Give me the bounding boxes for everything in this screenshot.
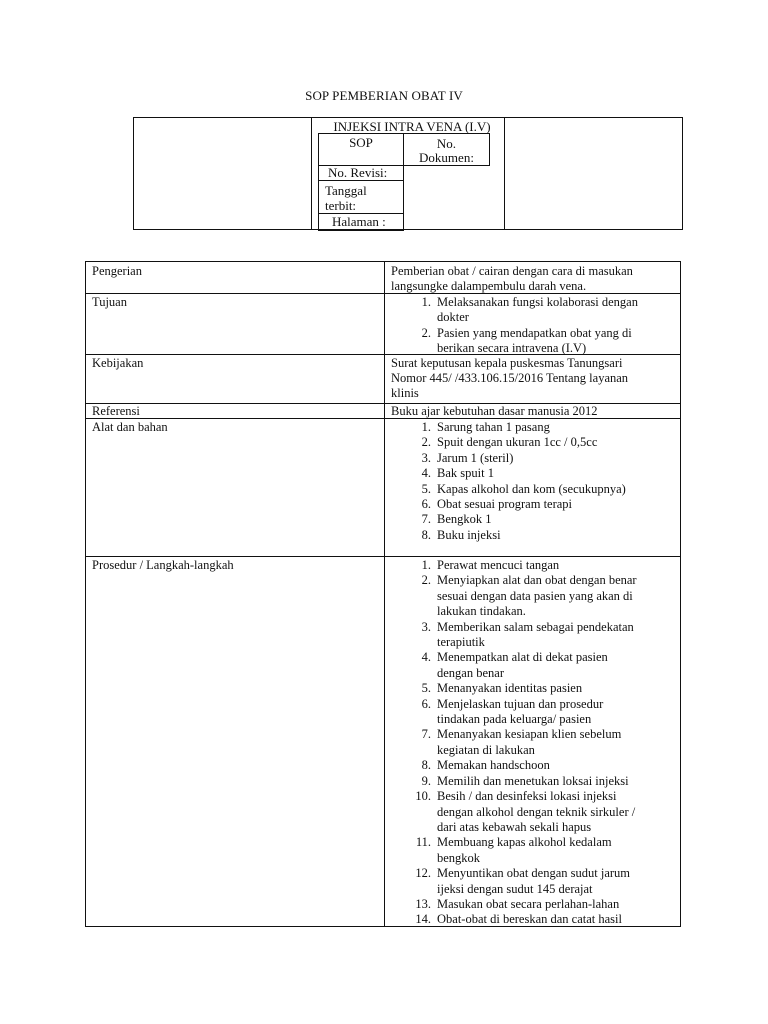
list-item-text: Menanyakan kesiapan klien sebelum [437, 727, 622, 742]
list-item-number: 5. [421, 481, 431, 496]
list-item [391, 620, 675, 651]
list-item-text: dengan alkohol dengan teknik sirkuler / [437, 804, 636, 819]
list-item-number: 8. [421, 758, 431, 773]
list-item-number: 8. [421, 527, 431, 542]
list-item-number: 12. [415, 866, 431, 881]
list-item-number: 11. [415, 835, 431, 850]
label-alat: Alat dan bahan [92, 420, 168, 434]
list-item-number: 14. [415, 912, 431, 927]
list-item-text: Menanyakan identitas pasien [437, 681, 583, 696]
doc-number-label-1: No. [436, 136, 457, 151]
list-item-text: Memakan handschoon [437, 758, 550, 773]
list-item [391, 866, 675, 897]
list-item-text: Melaksanakan fungsi kolaborasi dengan [437, 295, 638, 309]
list-item-number: 2. [421, 435, 431, 450]
header-divider-left [311, 118, 312, 229]
list-item-number: 4. [421, 466, 431, 481]
revision-label: No. Revisi: [328, 165, 388, 180]
list-item-text: Menyiapkan alat dan obat dengan benar [437, 573, 637, 588]
page-title: SOP PEMBERIAN OBAT IV [305, 88, 463, 103]
value-kebijakan-3: klinis [391, 386, 419, 400]
sop-label: SOP [349, 135, 373, 150]
value-pengertian-1: Pemberian obat / cairan dengan cara di masukan [391, 264, 633, 278]
list-item [391, 697, 675, 728]
list-item-number: 2. [421, 573, 431, 588]
list-item-number: 5. [421, 681, 431, 696]
list-item-text: Masukan obat secara perlahan-lahan [437, 896, 620, 911]
list-item [391, 835, 675, 866]
list-item [391, 295, 675, 326]
list-item-text: dari atas kebawah sekali hapus [437, 819, 592, 834]
list-item-text: Obat sesuai program terapi [437, 497, 573, 512]
list-item-text: sesuai dengan data pasien yang akan di [437, 588, 633, 603]
list-item-text: Bak spuit 1 [437, 466, 494, 481]
list-item-text: Sarung tahan 1 pasang [437, 420, 550, 434]
list-item-text: Spuit dengan ukuran 1cc / 0,5cc [437, 435, 598, 450]
issued-label-1: Tanggal [325, 183, 367, 198]
list-item-number: 1. [421, 295, 431, 309]
list-item-text: dengan benar [437, 665, 504, 680]
value-kebijakan-2: Nomor 445/ /433.106.15/2016 Tentang layanan [391, 371, 629, 385]
list-item [391, 497, 675, 512]
list-item-text: Besih / dan desinfeksi lokasi injeksi [437, 789, 617, 804]
list-item-text: bengkok [437, 850, 481, 865]
label-prosedur: Prosedur / Langkah-langkah [92, 558, 234, 572]
value-pengertian-2: langsungke dalampembulu darah vena. [391, 279, 587, 293]
list-item-text: Obat-obat di bereskan dan catat hasil [437, 912, 622, 927]
list-item-text: Bengkok 1 [437, 512, 492, 527]
list-item-text: tindakan pada keluarga/ pasien [437, 712, 592, 727]
list-item-text: Menjelaskan tujuan dan prosedur [437, 696, 604, 711]
list-item [391, 681, 675, 696]
list-item-text: Memilih dan menetukan loksai injeksi [437, 773, 629, 788]
list-item-number: 13. [415, 896, 431, 911]
list-item-number: 3. [421, 450, 431, 465]
list-prosedur [391, 558, 675, 928]
list-item-text: Jarum 1 (steril) [437, 450, 514, 465]
label-referensi: Referensi [92, 404, 140, 418]
list-item-number: 1. [421, 558, 431, 572]
list-item [391, 897, 675, 912]
doc-number-label-2: Dokumen: [419, 150, 474, 165]
list-item [391, 326, 675, 357]
list-item-number: 3. [421, 619, 431, 634]
list-item [391, 420, 675, 435]
list-item-text: Buku injeksi [437, 527, 501, 542]
list-item [391, 650, 675, 681]
sop-table [85, 261, 681, 927]
list-item [391, 789, 675, 835]
list-item-text: lakukan tindakan. [437, 604, 526, 619]
list-item [391, 912, 675, 927]
list-item-number: 7. [421, 727, 431, 742]
list-item-text: Memberikan salam sebagai pendekatan [437, 619, 634, 634]
value-kebijakan-1: Surat keputusan kepala puskesmas Tanungsari [391, 356, 623, 370]
column-divider [384, 262, 385, 926]
list-item-text: Perawat mencuci tangan [437, 558, 560, 572]
list-item [391, 451, 675, 466]
list-item-text: Membuang kapas alkohol kedalam [437, 835, 612, 850]
list-item-text: Pasien yang mendapatkan obat yang di [437, 325, 632, 340]
list-item-number: 6. [421, 696, 431, 711]
list-item-text: Menempatkan alat di dekat pasien [437, 650, 608, 665]
list-item-number: 6. [421, 497, 431, 512]
list-item [391, 482, 675, 497]
list-item-text: terapiutik [437, 635, 485, 650]
header-table [133, 117, 683, 230]
list-item [391, 727, 675, 758]
list-alat [391, 420, 675, 543]
list-item [391, 558, 675, 573]
list-item [391, 528, 675, 543]
list-item-number: 7. [421, 512, 431, 527]
label-kebijakan: Kebijakan [92, 356, 144, 370]
issued-label-2: terbit: [325, 198, 357, 213]
list-item-text: dokter [437, 310, 469, 325]
list-item-text: kegiatan di lakukan [437, 742, 535, 757]
list-item-text: ijeksi dengan sudut 145 derajat [437, 881, 593, 896]
label-tujuan: Tujuan [92, 295, 127, 309]
page-label: Halaman : [332, 214, 386, 229]
list-item-text: Menyuntikan obat dengan sudut jarum [437, 866, 631, 881]
list-item [391, 512, 675, 527]
list-item [391, 774, 675, 789]
header-title: INJEKSI INTRA VENA (I.V) [333, 119, 491, 134]
list-item [391, 435, 675, 450]
list-item-number: 1. [421, 420, 431, 434]
list-item-text: berikan secara intravena (I.V) [437, 341, 587, 356]
list-item-number: 10. [415, 789, 431, 804]
list-item-number: 4. [421, 650, 431, 665]
list-item [391, 573, 675, 619]
list-item-text: Kapas alkohol dan kom (secukupnya) [437, 481, 626, 496]
list-item [391, 758, 675, 773]
value-referensi: Buku ajar kebutuhan dasar manusia 2012 [391, 404, 598, 418]
list-item-number: 9. [421, 773, 431, 788]
label-pengertian: Pengerian [92, 264, 142, 278]
row-divider-prosedur [86, 556, 680, 557]
list-item-number: 2. [421, 325, 431, 340]
list-item [391, 466, 675, 481]
list-tujuan [391, 295, 675, 357]
